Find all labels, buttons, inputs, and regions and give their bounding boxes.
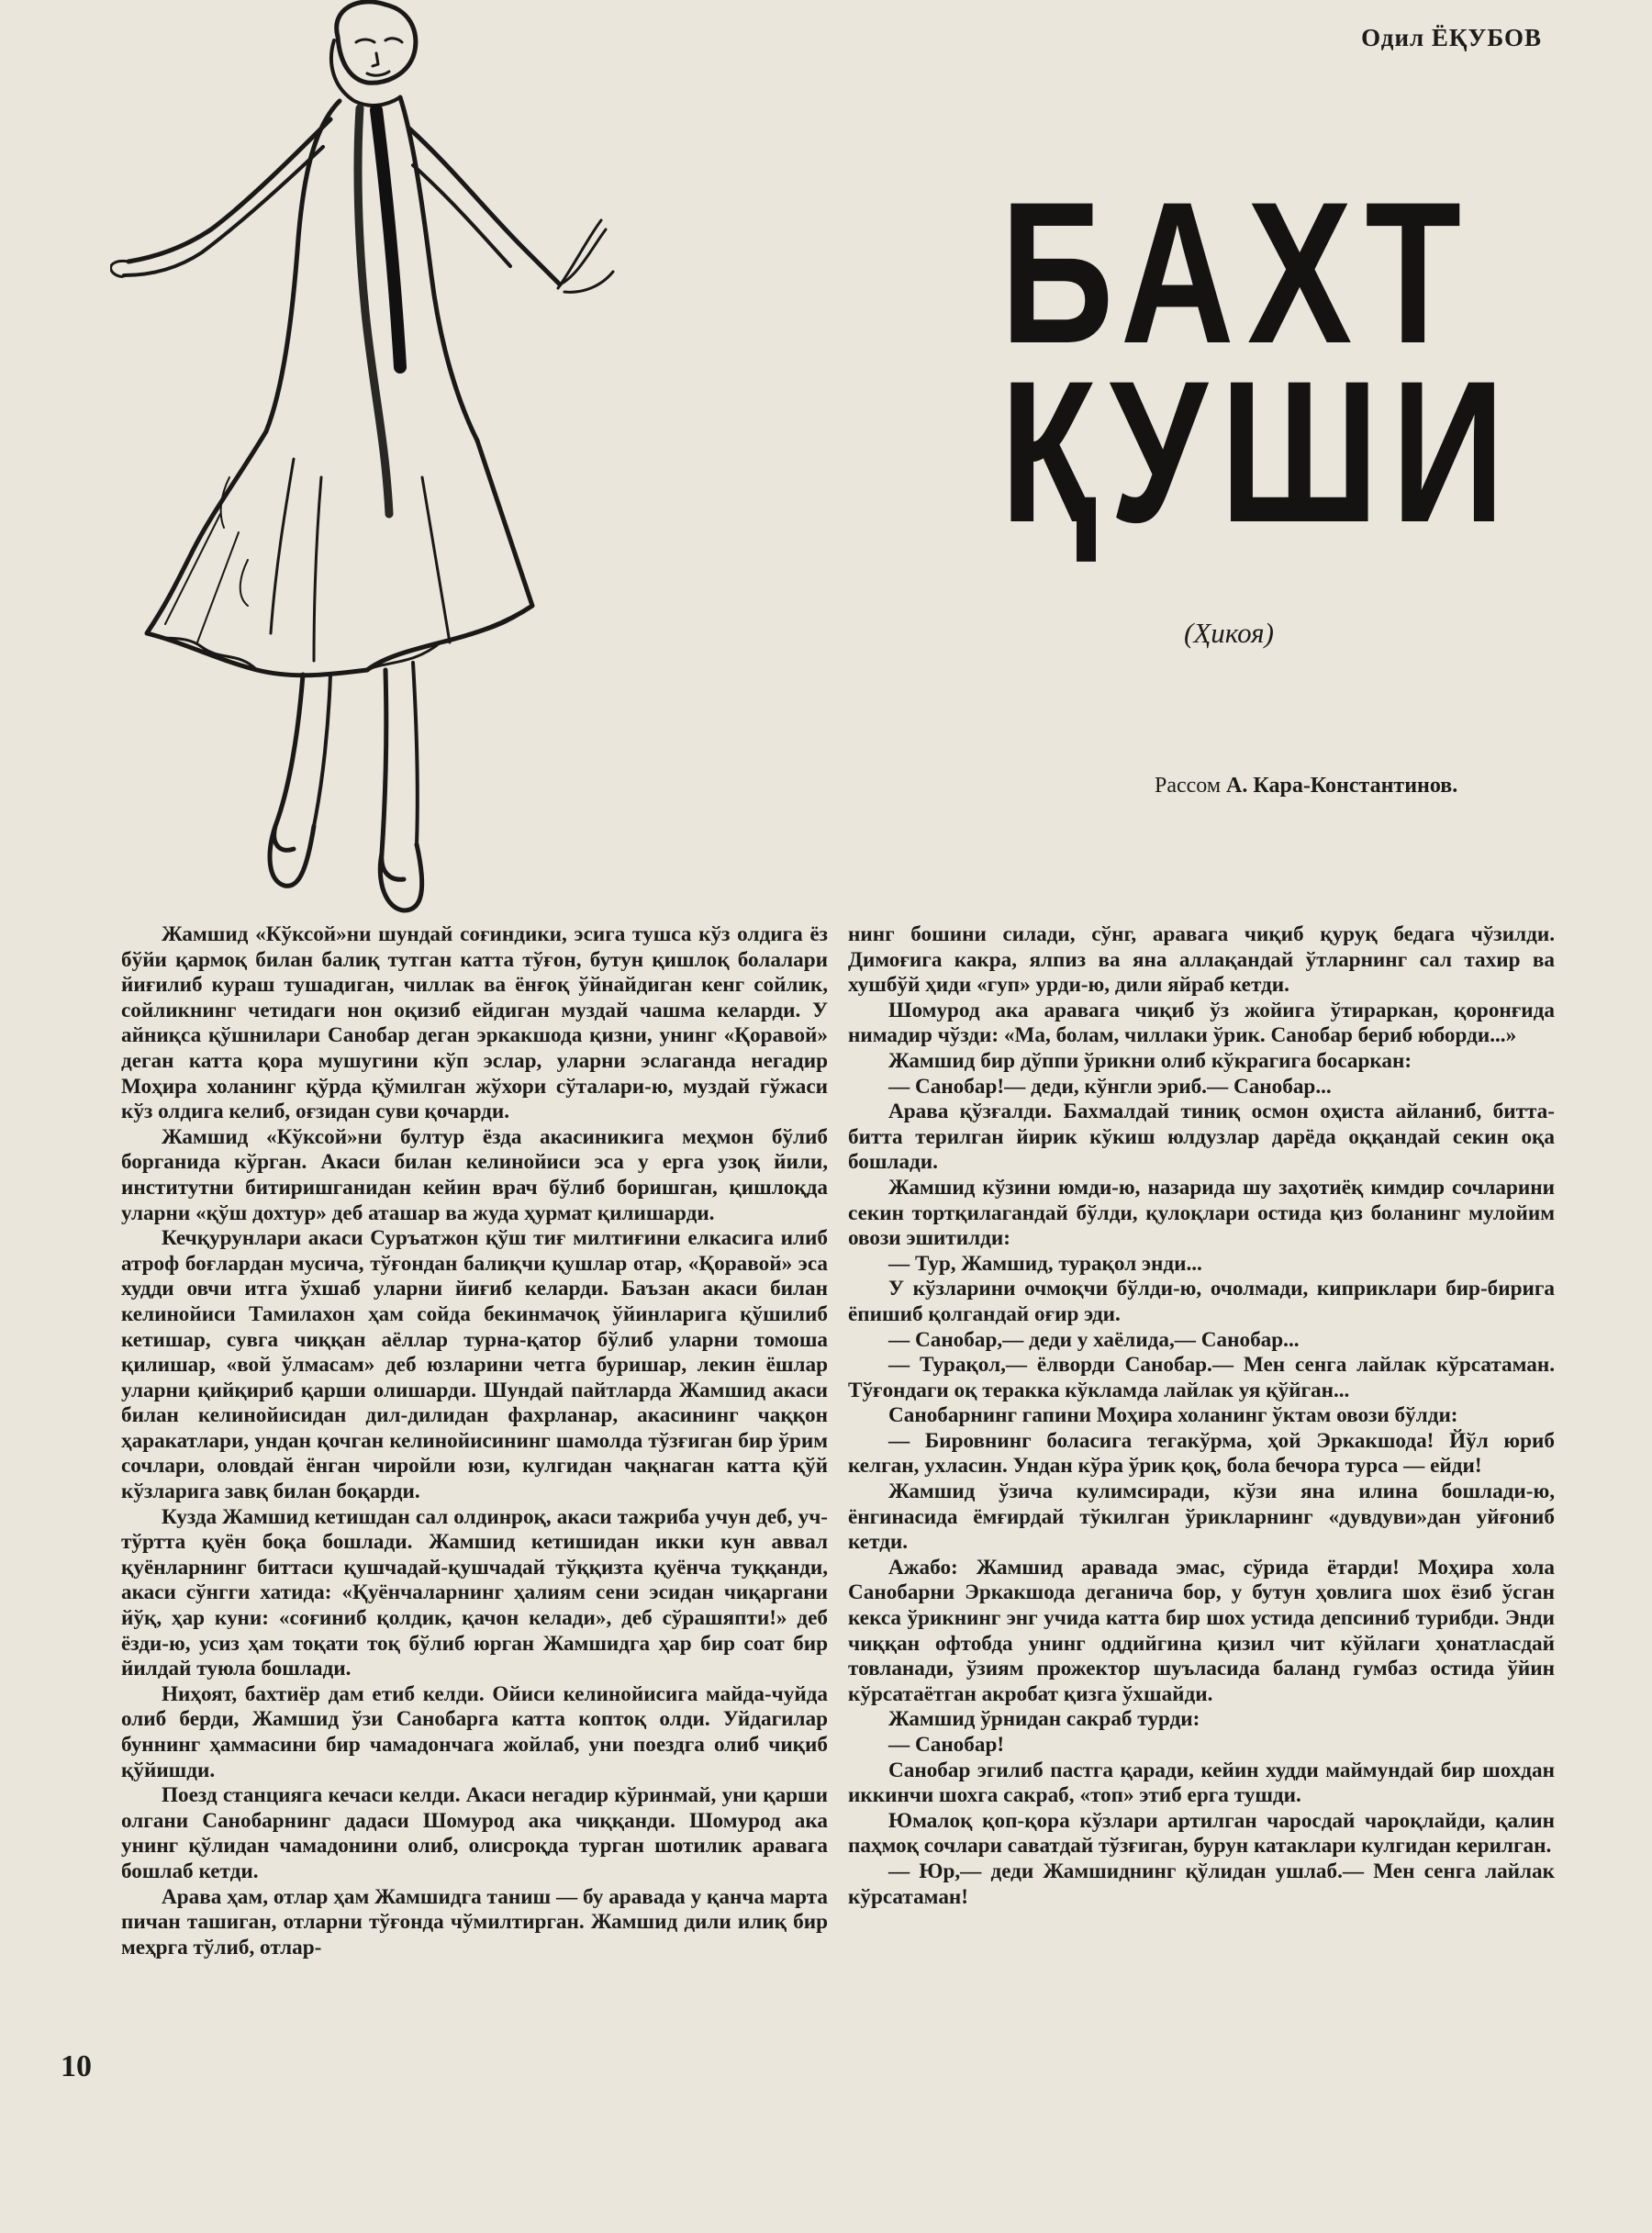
paragraph: Санобарнинг гапини Моҳира холанинг ўктам овози бўлди:	[888, 1403, 1458, 1428]
paragraph: — Санобар!— деди, кўнгли эриб.— Санобар...	[888, 1074, 1332, 1099]
paragraph: Жамшид ўзича кулимсиради, кўзи яна илина бошлади-ю, ёнгинасида ёмғирдай тўкилган ўрикларнинг «дувдуви»дан уйғониб кетди.	[848, 1479, 1555, 1555]
paragraph: — Бировнинг боласига тегакўрма, ҳой Эркакшода! Йўл юриб келган, ухласин. Ундан кўра ўрик қоқ, бола бечора турса — ейди!	[848, 1428, 1555, 1479]
paragraph: Кечқурунлари акаси Суръатжон қўш тиғ милтиғини елкасига илиб атроф боғлардан мусича, тўғондан балиқчи қушлар отар, «Қоравой» эса худди овчи итга ўхшаб уларни йиғиб келарди. Баъзан акаси билан келинойиси Тамилахон ҳам сойда бекинмачоқ ўйинларига қўшилиб кетишар, сувга чиққан аёллар турна-қатор бўлиб уларни томоша қилишар, «вой ўлмасам» деб юзларини четга буришар, лекин ёшлар уларни қийқириб қарши олишарди. Шундай пайтларда Жамшид акаси билан келинойисидан дил-дилидан фахрланар, акасининг чаққон ҳаракатлари, ундан қочган келинойисининг шамолда тўзғиган бир ўрим сочлари, оловдай ёнган чиройли юзи, кулгидан чақнаган катта қўй кўзларига завқ билан боқарди.	[121, 1226, 828, 1504]
paragraph: нинг бошини силади, сўнг, аравага чиқиб қуруқ бедага чўзилди. Димоғига какра, ялпиз ва яна аллақандай ўтларнинг сал тахир ва хушбўй ҳиди «гуп» урди-ю, дили яйраб кетди.	[848, 922, 1555, 998]
credit-name: А. Кара-Константинов.	[1226, 774, 1458, 798]
paragraph: — Санобар!	[888, 1733, 1005, 1757]
title-line-1: БАХТ	[1000, 160, 1475, 385]
genre-subtitle: (Ҳикоя)	[1184, 617, 1274, 649]
paragraph: Арава ҳам, отлар ҳам Жамшидга таниш — бу аравада у қанча марта пичан ташиган, отларни тўғонда чўмилтирган. Жамшид дили илиқ бир меҳрга тўлиб, отлар-	[121, 1884, 828, 1959]
paragraph: Жамшид кўзини юмди-ю, назарида шу заҳотиёқ кимдир сочларини секин тортқилагандай бўлди, қулоқлари остида қиз боланинг мулойим овози эшитилди:	[848, 1175, 1555, 1251]
paragraph: — Турақол,— ёлворди Санобар.— Мен сенга лайлак кўрсатаман. Тўғондаги оқ теракка кўкламда лайлак уя қўйган...	[848, 1353, 1555, 1402]
paragraph: У кўзларини очмоқчи бўлди-ю, очолмади, киприклари бир-бирига ёпишиб қолгандай оғир эди.	[848, 1277, 1555, 1326]
title-line-2: ҚУШИ	[1000, 339, 1518, 564]
paragraph: Санобар эгилиб пастга қаради, кейин худди маймундай бир шохдан иккинчи шохга сакраб, «топ» этиб ерга тушди.	[848, 1758, 1555, 1808]
woman-in-coat-sketch-icon	[110, 0, 624, 927]
paragraph: — Юр,— деди Жамшиднинг қўлидан ушлаб.— Мен сенга лайлак кўрсатаман!	[848, 1859, 1555, 1909]
paragraph: Шомурод ака аравага чиқиб ўз жойига ўтираркан, қоронғида нимадир чўзди: «Ма, болам, чиллаки ўрик. Санобар бериб юборди...»	[848, 998, 1555, 1048]
text-column-left	[121, 922, 828, 1960]
illustrator-credit	[1155, 774, 1457, 798]
paragraph: Юмалоқ қоп-қора кўзлари артилган чаросдай чароқлайди, қалин паҳмоқ сочлари саватдай тўзғиган, бурун катаклари кулгидан керилган.	[848, 1808, 1555, 1859]
paragraph: — Санобар,— деди у хаёлида,— Санобар...	[888, 1327, 1300, 1352]
paragraph: Жамшид ўрнидан сакраб турди:	[888, 1707, 1200, 1732]
text-column-right	[848, 922, 1555, 1910]
author-name: Одил ЁҚУБОВ	[1361, 24, 1542, 51]
paragraph: Жамшид «Кўксой»ни шундай соғиндики, эсига тушса кўз олдига ёз бўйи қармоқ билан балиқ тутган катта тўғон, бутун қишлоқ болалари йиғилиб кураш тушадиган, чиллак ва ёнғоқ ўйнайдиган кенг сойлик, сойликнинг четидаги нон оқизиб ейдиган муздай чашма келарди. У айниқса қўшнилари Санобар деган эркакшода қизни, унинг «Қоравой» деган катта қора мушугини кўп эслар, уларни эслаганда негадир Моҳира холанинг қўрда қўмилган жўхори сўталари-ю, муздай гўжаси кўз олдига келиб, оғзидан суви қочарди.	[121, 922, 828, 1124]
paragraph: Кузда Жамшид кетишдан сал олдинроқ, акаси тажриба учун деб, уч-тўртта қуён боқа бошлади. Жамшид кетишидан икки кун аввал қуёнларнинг биттаси қушчадай-қушчадай тўққизта қуёнча туққанди, акаси сўнгги хатида: «Қуёнчаларнинг ҳалиям сени эсидан чиқаргани йўқ, ҳар куни: «соғиниб қолдик, қачон келади», деб сўрашяпти!» деб ёзди-ю, усиз ҳам тоқати тоқ бўлиб юрган Жамшидга ҳар бир соат бир йилдай туюла бошлади.	[121, 1504, 828, 1681]
credit-prefix: Рассом	[1155, 774, 1222, 798]
paragraph: Ниҳоят, бахтиёр дам етиб келди. Ойиси келинойисига майда-чуйда олиб берди, Жамшид ўзи Санобарга катта коптоқ олди. Уйдагилар буннинг ҳаммасини бир чамадончага жойлаб, уни поездга олиб чиқиб қўйишди.	[121, 1681, 828, 1782]
paragraph: Арава қўзғалди. Бахмалдай тиниқ осмон оҳиста айланиб, битта-битта терилган йирик кўкиш юлдузлар дарёда оққандай секин оқа бошлади.	[848, 1100, 1555, 1175]
paragraph: Ажабо: Жамшид аравада эмас, сўрида ётарди! Моҳира хола Санобарни Эркакшода деганича бор, у бутун ҳовлига шох ёзиб ўсган кекса ўрикнинг энг учида катта бир шох устида депсиниб турибди. Энди чиққан офтобда унинг оддийгина қизил чит кўйлаги ҳонатласдай товланади, ўзиям прожектор шуъласида баланд гумбаз остида ўйин кўрсатаётган акробат қизга ўхшайди.	[848, 1555, 1555, 1706]
page-number: 10	[61, 2049, 92, 2083]
paragraph: Жамшид «Кўксой»ни бултур ёзда акасиникига меҳмон бўлиб борганида кўрган. Акаси билан келинойиси эса у ерга узоқ йили, институтни битиришганидан кейин врач бўлиб боришган, қишлоқда уларни «қўш дохтур» деб аташар ва жуда ҳурмат қилишарди.	[121, 1124, 828, 1225]
story-title	[1000, 160, 1518, 564]
paragraph: Поезд станцияга кечаси келди. Акаси негадир кўринмай, уни қарши олгани Санобарнинг дадаси Шомурод ака чиққанди. Шомурод ака унинг қўлидан чамадонини олиб, олисроқда турган шотилик аравага бошлаб кетди.	[121, 1783, 828, 1883]
paragraph: Жамшид бир дўппи ўрикни олиб кўкрагига босаркан:	[888, 1048, 1412, 1073]
paragraph: — Тур, Жамшид, турақол энди...	[888, 1251, 1202, 1276]
